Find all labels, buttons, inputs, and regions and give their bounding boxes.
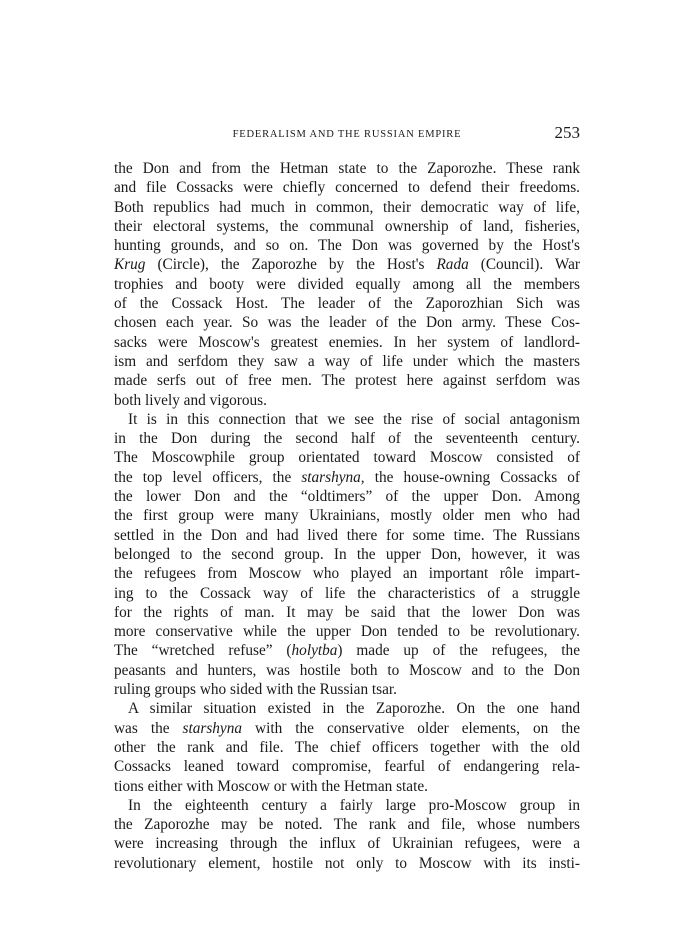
text-line: ing to the Cossack way of life the characteristics of a struggle <box>114 584 580 602</box>
text-line: peasants and hunters, was hostile both to Moscow and to the Don <box>114 661 580 679</box>
italic-term: starshyna <box>182 719 243 737</box>
text-line: settled in the Don and had lived there for some time. The Russians <box>114 526 580 544</box>
text-line: and file Cossacks were chiefly concerned to defend their freedoms. <box>114 179 580 197</box>
text-line: the refugees from Moscow who played an important rôle impart- <box>114 565 580 583</box>
text-line: A similar situation existed in the Zaporozhe. On the one hand <box>128 700 580 718</box>
text-line: Cossacks leaned toward compromise, fearful of endangering rela- <box>114 758 580 776</box>
italic-term: Rada <box>436 256 469 274</box>
text-line: ism and serfdom they saw a way of life under which the masters <box>114 352 580 370</box>
text-line: Both republics had much in common, their democratic way of life, <box>114 198 580 216</box>
text-line: trophies and booty were divided equally among all the members <box>114 275 580 293</box>
italic-term: starshyna, <box>301 468 365 486</box>
running-head <box>114 123 580 147</box>
text-line: sacks were Moscow's greatest enemies. In her system of landlord- <box>114 333 580 351</box>
running-title: FEDERALISM AND THE RUSSIAN EMPIRE <box>232 129 462 140</box>
text-run: the house-owning Cossacks of <box>364 468 580 486</box>
text-line <box>114 255 580 274</box>
text-line: In the eighteenth century a fairly large pro-Moscow group in <box>128 796 580 814</box>
text-run: ) made up of the refugees, the <box>337 642 580 660</box>
text-line: for the rights of man. It may be said that the lower Don was <box>114 603 580 621</box>
text-line: The Moscowphile group orientated toward Moscow consisted of <box>114 449 580 467</box>
text-line: ruling groups who sided with the Russian tsar. <box>114 681 397 699</box>
italic-term: Krug <box>114 256 146 274</box>
italic-term: holytba <box>291 642 338 660</box>
text-line: made serfs out of free men. The protest here against serfdom was <box>114 372 580 390</box>
text-line: more conservative while the upper Don tended to be revolutionary. <box>114 623 580 641</box>
text-line: their electoral systems, the communal ownership of land, fisheries, <box>114 217 580 235</box>
text-line: the first group were many Ukrainians, mostly older men who had <box>114 507 580 525</box>
text-line: chosen each year. So was the leader of the Don army. These Cos- <box>114 314 580 332</box>
text-line: were increasing through the influx of Ukrainian refugees, were a <box>114 835 580 853</box>
text-line: revolutionary element, hostile not only to Moscow with its insti- <box>114 854 580 872</box>
text-line: the Don and from the Hetman state to the Zaporozhe. These rank <box>114 160 580 177</box>
text-run: (Circle), the Zaporozhe by the Host's <box>145 256 437 274</box>
book-page <box>114 123 580 873</box>
text-line: belonged to the second group. In the upper Don, however, it was <box>114 545 580 563</box>
text-run: The “wretched refuse” ( <box>114 642 292 660</box>
text-run: with the conservative older elements, on the <box>242 719 580 737</box>
text-line <box>114 641 580 660</box>
text-line: the lower Don and the “oldtimers” of the upper Don. Among <box>114 488 580 506</box>
text-line: the Zaporozhe may be noted. The rank and file, whose numbers <box>114 816 580 834</box>
text-line: hunting grounds, and so on. The Don was governed by the Host's <box>114 237 580 255</box>
page-number: 253 <box>554 123 580 142</box>
text-line: in the Don during the second half of the seventeenth century. <box>114 430 580 448</box>
text-run: was the <box>114 719 183 737</box>
text-line <box>114 719 580 738</box>
text-line: both lively and vigorous. <box>114 391 267 409</box>
text-line: It is in this connection that we see the rise of social antagonism <box>128 410 580 428</box>
text-run: (Council). War <box>468 256 580 274</box>
text-line <box>114 468 580 487</box>
text-run: the top level officers, the <box>114 468 302 486</box>
text-line: of the Cossack Host. The leader of the Zaporozhian Sich was <box>114 295 580 313</box>
body-text <box>114 159 580 873</box>
text-line: other the rank and file. The chief officers together with the old <box>114 738 580 756</box>
text-line: tions either with Moscow or with the Hetman state. <box>114 777 428 795</box>
